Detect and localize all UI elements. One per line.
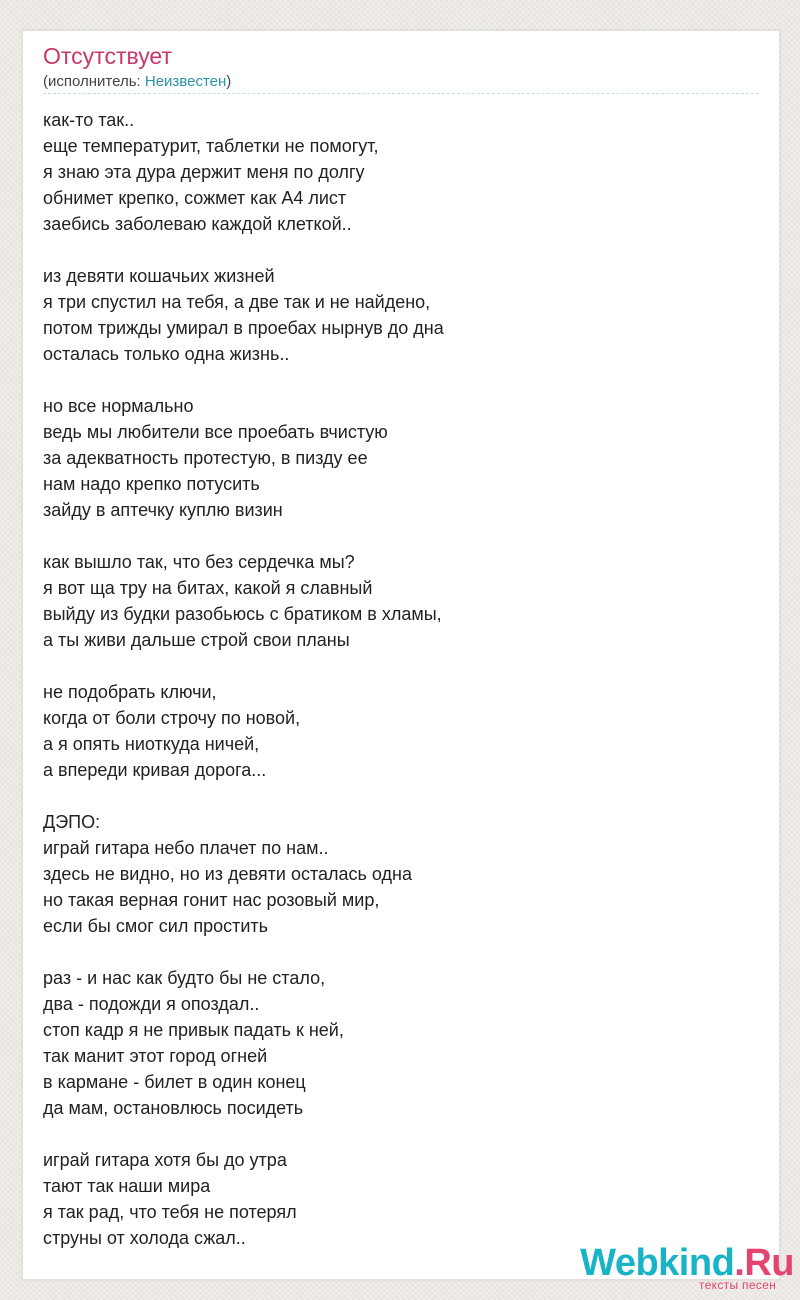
lyrics-text: как-то так.. еще температурит, таблетки не помогут, я знаю эта дура держит меня по долгу обнимет крепко, сожмет как А4 лист заебись заболеваю каждой клеткой.. из девяти кошачьих жизней я три спустил на тебя, а две так и не найдено, потом трижды умирал в проебах нырнув до дна осталась только одна жизнь.. но все нормально ведь мы любители все проебать вчистую за адекватность протестую, в пизду ее нам надо крепко потусить зайду в аптечку куплю визин как вышло так, что без сердечка мы? я вот ща тру на битах, какой я славный выйду из будки разобьюсь с братиком в хламы, а ты живи дальше строй свои планы не подобрать ключи, когда от боли строчу по новой, а я опять ниоткуда ничей, а впереди кривая дорога... ДЭПО: играй гитара небо плачет по нам.. здесь не видно, но из девяти осталась одна но такая верная гонит нас розовый мир, если бы смог сил простить раз - и нас как будто бы не стало, два - подожди я опоздал.. стоп кадр я не привык падать к ней, так манит этот город огней в кармане - билет в один конец да мам, остановлюсь посидеть играй гитара хотя бы до утра тают так наши мира я так рад, что тебя не потерял струны от холода сжал.. <box>43 110 444 1248</box>
dashed-divider <box>43 93 759 94</box>
logo-wordmark <box>580 1244 794 1282</box>
artist-line <box>43 73 231 90</box>
site-logo[interactable] <box>580 1244 794 1292</box>
song-title: Отсутствует <box>43 43 172 69</box>
logo-main-text: Webkind <box>580 1242 735 1284</box>
artist-prefix: (исполнитель: <box>43 73 145 90</box>
logo-tld-text: .Ru <box>734 1242 794 1284</box>
artist-link[interactable]: Неизвестен <box>144 73 227 90</box>
lyrics-card <box>22 30 780 1280</box>
logo-tagline: тексты песен <box>699 1278 776 1292</box>
artist-suffix: ) <box>226 73 232 90</box>
